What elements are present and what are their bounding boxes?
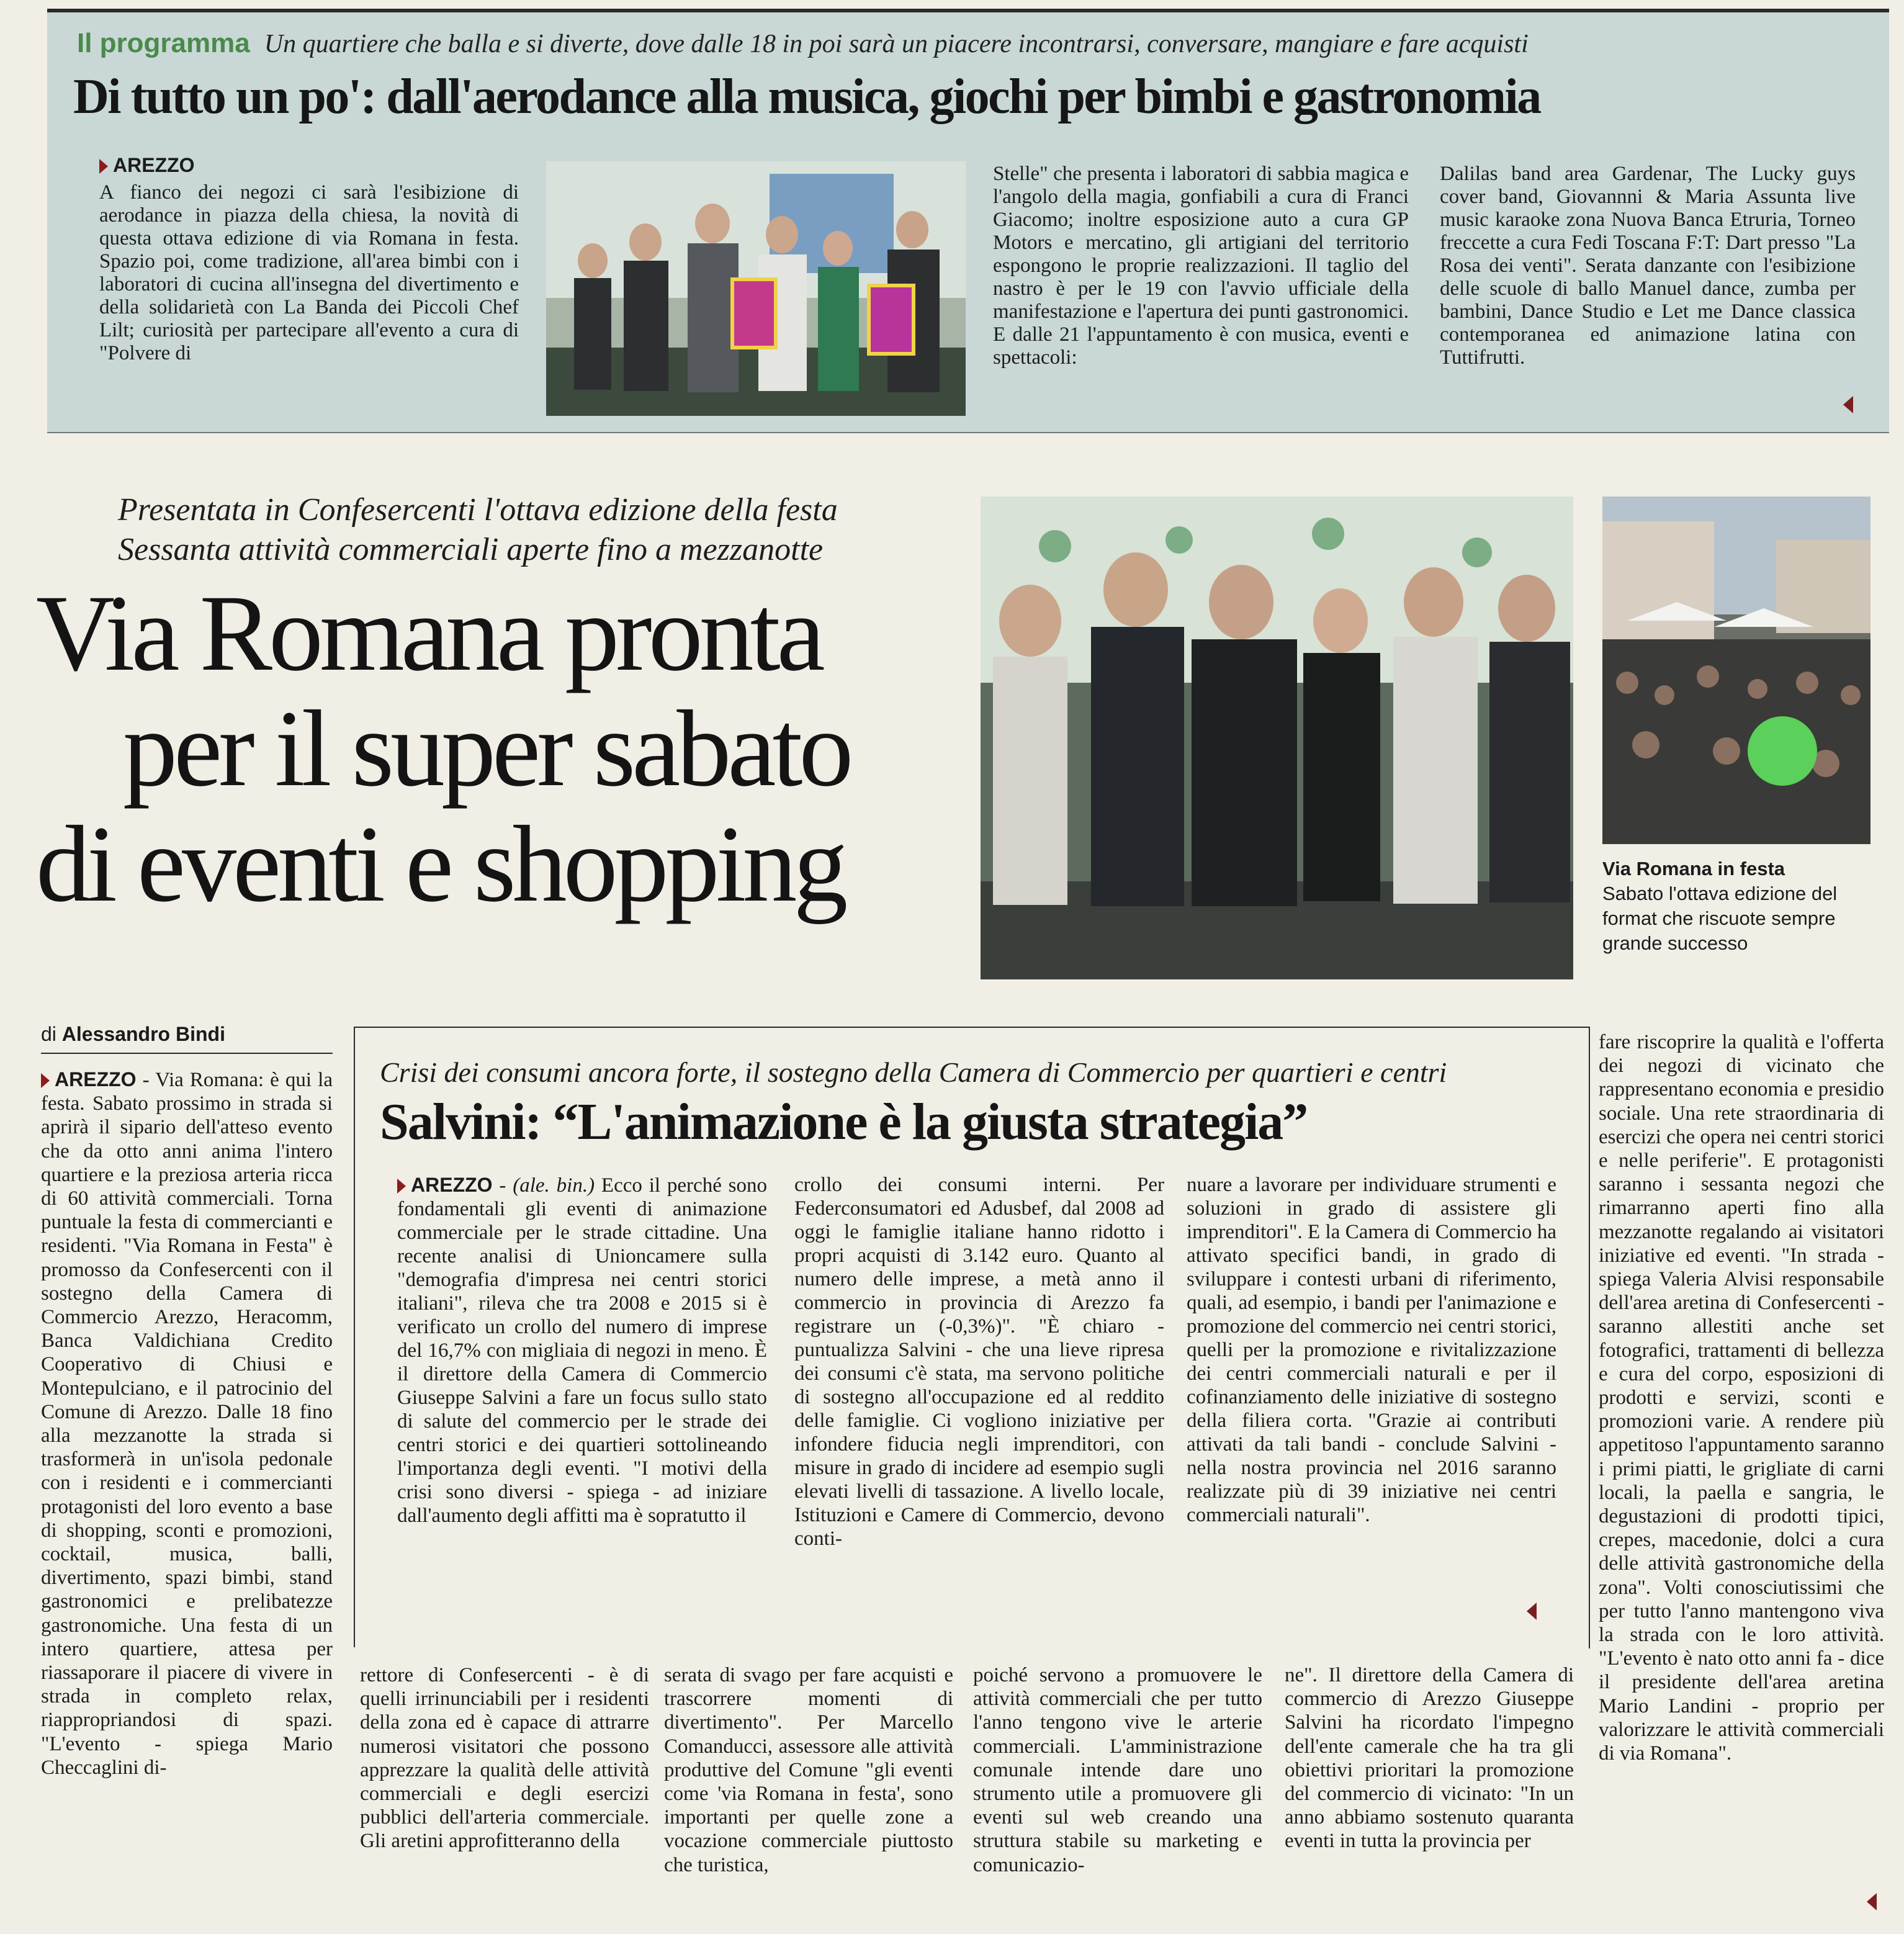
salvini-end-marker-icon	[1527, 1603, 1537, 1620]
main-photo	[981, 497, 1573, 979]
salvini-dateline: AREZZO	[411, 1174, 493, 1196]
main-headline-line1: Via Romana pronta	[36, 573, 822, 694]
byline-name: Alessandro Bindi	[61, 1023, 225, 1045]
salvini-kicker: Crisi dei consumi ancora forte, il sostegno della Camera di Commercio per quartieri e centri	[380, 1056, 1447, 1088]
main-bottom-col3: poiché servono a promuovere le attività commerciali che per tutto l'anno tengono vive le arterie commerciali. L'amministrazione comunale intende dare uno strumento utile a promuovere gli eventi sul web creando una struttura stabile su marketing e comunicazio-	[973, 1664, 1262, 1876]
main-headline-line3: di eventi e shopping	[36, 804, 845, 925]
programma-dateline-text: AREZZO	[113, 154, 195, 176]
programma-dateline	[99, 154, 195, 177]
byline-prefix: di	[41, 1023, 56, 1045]
main-bottom-col1: rettore di Confesercenti - è di quelli irrinunciabili per i residenti della zona ed è capace di attrarre numerosi visitatori che possono apprezzare la qualità delle attività commerciali e degli esercizi pubblici dell'arteria commerciale. Gli aretini approfitteranno della	[360, 1664, 649, 1853]
main-bottom-col2: serata di svago per fare acquisti e trascorrere momenti di divertimento". Per Marcello Comanducci, assessore alle attività produttive del Comune "gli eventi come 'via Romana in festa', sono importanti per quelle zone a vocazione commerciale piuttosto che turistica,	[664, 1664, 953, 1876]
main-col1	[41, 1068, 333, 1924]
main-kicker-line2: Sessanta attività commerciali aperte fino a mezzanotte	[118, 532, 824, 567]
caption-title: Via Romana in festa	[1602, 858, 1785, 879]
box-end-marker-icon	[1843, 396, 1853, 413]
festa-photo	[1602, 497, 1870, 844]
salvini-dateline-marker-icon	[397, 1179, 406, 1194]
main-bottom-col4: ne". Il direttore della Camera di commercio di Arezzo Giuseppe Salvini ha ricordato l'impegno dell'ente camerale che ha tra gli obiettivi prioritari la promozione del commercio di vicinato: "In un anno abbiamo sostenuto quaranta eventi in tutta la provincia per	[1285, 1664, 1574, 1853]
programma-headline: Di tutto un po': dall'aerodance alla musica, giochi per bimbi e gastronomia	[73, 70, 1540, 124]
festa-caption	[1602, 857, 1870, 956]
main-col1-text: - Via Romana: è qui la festa. Sabato prossimo in strada si aprirà il sipario dell'atteso evento che da otto anni anima l'intero quartiere e la preziosa arteria ricca di 60 attività commerciali. Torna puntuale la festa di commercianti e residenti. "Via Romana in Festa" è promosso da Confesercenti con il sostegno della Camera di Commercio Arezzo, Heracomm, Banca Valdichiana Credito Cooperativo di Chiusi e Montepulciano, e il patrocinio del Comune di Arezzo. Dalle 18 fino alla mezzanotte la strada si trasformerà in un'isola pedonale con i residenti e i commercianti protagonisti del loro evento a base di shopping, sconti e promozioni, cocktail, musica, balli, divertimento, spazi bimbi, stand gastronomici e prelibatezze gastronomiche. Una festa di un intero quartiere, attesa per riassaporare il piacere di vivere in strada in completo relax, riappropriandosi di spazi. "L'evento - spiega Mario Checcaglini di-	[41, 1069, 333, 1779]
programma-kicker: Il programma	[77, 28, 250, 58]
salvini-col3: nuare a lavorare per individuare strumenti e soluzioni in grado di assistere gli imprenditori". E la Camera di Commercio ha attivato specifici bandi, in grado di sviluppare i contesti urbani di riferimento, quali, ad esempio, i bandi per l'animazione e promozione del commercio nei centri storici, quelli per la promozione e rivitalizzazione dei centri commerciali naturali e per il cofinanziamento delle iniziative di sostegno della filiera corta. "Grazie ai contributi attivati da tali bandi - conclude Salvini - nella nostra provincia nel 2016 saranno realizzate più di 39 iniziative nei centri commerciali naturali".	[1187, 1174, 1556, 1526]
programma-col3: Dalilas band area Gardenar, The Lucky guys cover band, Giovannni & Maria Assunta live music karaoke zona Nuova Banca Etruria, Torneo freccette a cura Fedi Toscana F:T: Dart presso "La Rosa dei venti". Serata danzante con l'esibizione delle scuole di ballo Manuel dance, zumba per bambini, Dance Studio e Let me Dance classica contemporanea ed animazione latina con Tuttifrutti.	[1440, 163, 1856, 369]
caption-text: Sabato l'ottava edizione del format che riscuote sempre grande successo	[1602, 883, 1838, 954]
salvini-credit: - (ale. bin.)	[499, 1174, 595, 1197]
salvini-col2: crollo dei consumi interni. Per Federconsumatori ed Adusbef, dal 2008 ad oggi le famiglie italiane hanno ridotto i propri acquisti di 3.142 euro. Quanto al numero delle imprese, a metà anno il commercio in provincia di Arezzo fa registrare un (-0,3%)". "È chiaro - puntualizza Salvini - che una lieve ripresa dei consumi c'è stata, ma servono politiche di sostegno all'occupazione ed al reddito delle famiglie. Ci vogliono iniziative per infondere fiducia negli imprenditori, con misure in grado di incidere ad esempio sugli elevati livelli di tassazione. A livello locale, Istituzioni e Camere di Commercio, devono conti-	[794, 1174, 1164, 1550]
main-kicker-line1: Presentata in Confesercenti l'ottava edizione della festa	[118, 492, 838, 528]
programma-kicker-sub: Un quartiere che balla e si diverte, dove dalle 18 in poi sarà un piacere incontrarsi, conversare, mangiare e fare acquisti	[264, 30, 1529, 58]
main-kicker	[118, 490, 987, 570]
salvini-box-left-rule	[354, 1027, 355, 1647]
main-end-marker-icon	[1867, 1893, 1877, 1910]
salvini-col1-text: Ecco il perché sono fondamentali gli eventi di animazione commerciale per le strade cittadine. Una recente analisi di Unioncamere sulla "demografia d'impresa nei centri storici italiani", rileva che tra 2008 e 2015 si è verificato un crollo del numero di imprese del 16,7% con migliaia di negozi in meno. È il direttore della Camera di Commercio Giuseppe Salvini a fare un focus sullo stato di salute del commercio per le strade dei centri storici e dei quartieri sottolineando l'importanza degli eventi. "I motivi della crisi sono diversi - spiega - ad iniziare dall'aumento degli affitti ma è sopratutto il	[397, 1174, 767, 1527]
programma-photo	[546, 161, 966, 416]
main-dateline: AREZZO	[55, 1068, 137, 1091]
main-dateline-marker-icon	[41, 1073, 50, 1088]
programma-kicker-row	[77, 27, 1877, 65]
salvini-col1	[397, 1173, 767, 1620]
dateline-marker-icon	[99, 159, 108, 174]
main-right-col: fare riscoprire la qualità e l'offerta dei negozi di vicinato che rappresentano economia e presidio sociale. Una rete straordinaria di esercizi che opera nei centri storici e nelle periferie". E protagonisti saranno i sessanta negozi che rimarranno aperti fino alla mezzanotte regalando ai visitatori iniziative ed eventi. "In strada - spiega Valeria Alvisi responsabile dell'area aretina di Confesercenti - saranno allestiti anche set fotografici, trattamenti di bellezza e cura del corpo, esposizioni di prodotti e servizi, sconti e promozioni varie. A rendere più appetitoso l'appuntamento saranno i primi piatti, le grigliate di carni locali, la paella e sangria, le degustazioni di prodotti tipici, crepes, macedonie, dolci a cura delle attività gastronomiche della zona". Volti conosciutissimi che per tutto l'anno mantengono viva la strada con le loro attività. "L'evento è nato otto anni fa - dice il presidente dell'area aretina Mario Landini - proprio per valorizzare le attività commerciali di via Romana".	[1599, 1031, 1884, 1765]
salvini-headline: Salvini: “L'animazione è la giusta strategia”	[380, 1093, 1308, 1151]
main-byline	[41, 1023, 225, 1046]
programma-col1: A fianco dei negozi ci sarà l'esibizione di aerodance in piazza della chiesa, la novità di questa ottava edizione di via Romana in festa. Spazio poi, come tradizione, all'area bimbi con i laboratori di cucina all'insegna del divertimento e della solidarietà con La Banda dei Piccoli Chef Lilt; curiosità per partecipare all'evento a cura di "Polvere di	[99, 181, 519, 364]
programma-col2: Stelle" che presenta i laboratori di sabbia magica e l'angolo della magia, gonfiabili a cura di Franci Giacomo; inoltre esposizione auto a cura GP Motors e mercatino, gli artigiani del territorio espongono le proprie realizzazioni. Il taglio del nastro è per le 19 con l'avvio ufficiale della manifestazione e l'apertura dei punti gastronomici. E dalle 21 l'appuntamento è con musica, eventi e spettacoli:	[993, 163, 1409, 369]
byline-rule	[41, 1053, 333, 1054]
main-headline	[36, 573, 992, 925]
main-headline-line2: per il super sabato	[123, 688, 850, 809]
